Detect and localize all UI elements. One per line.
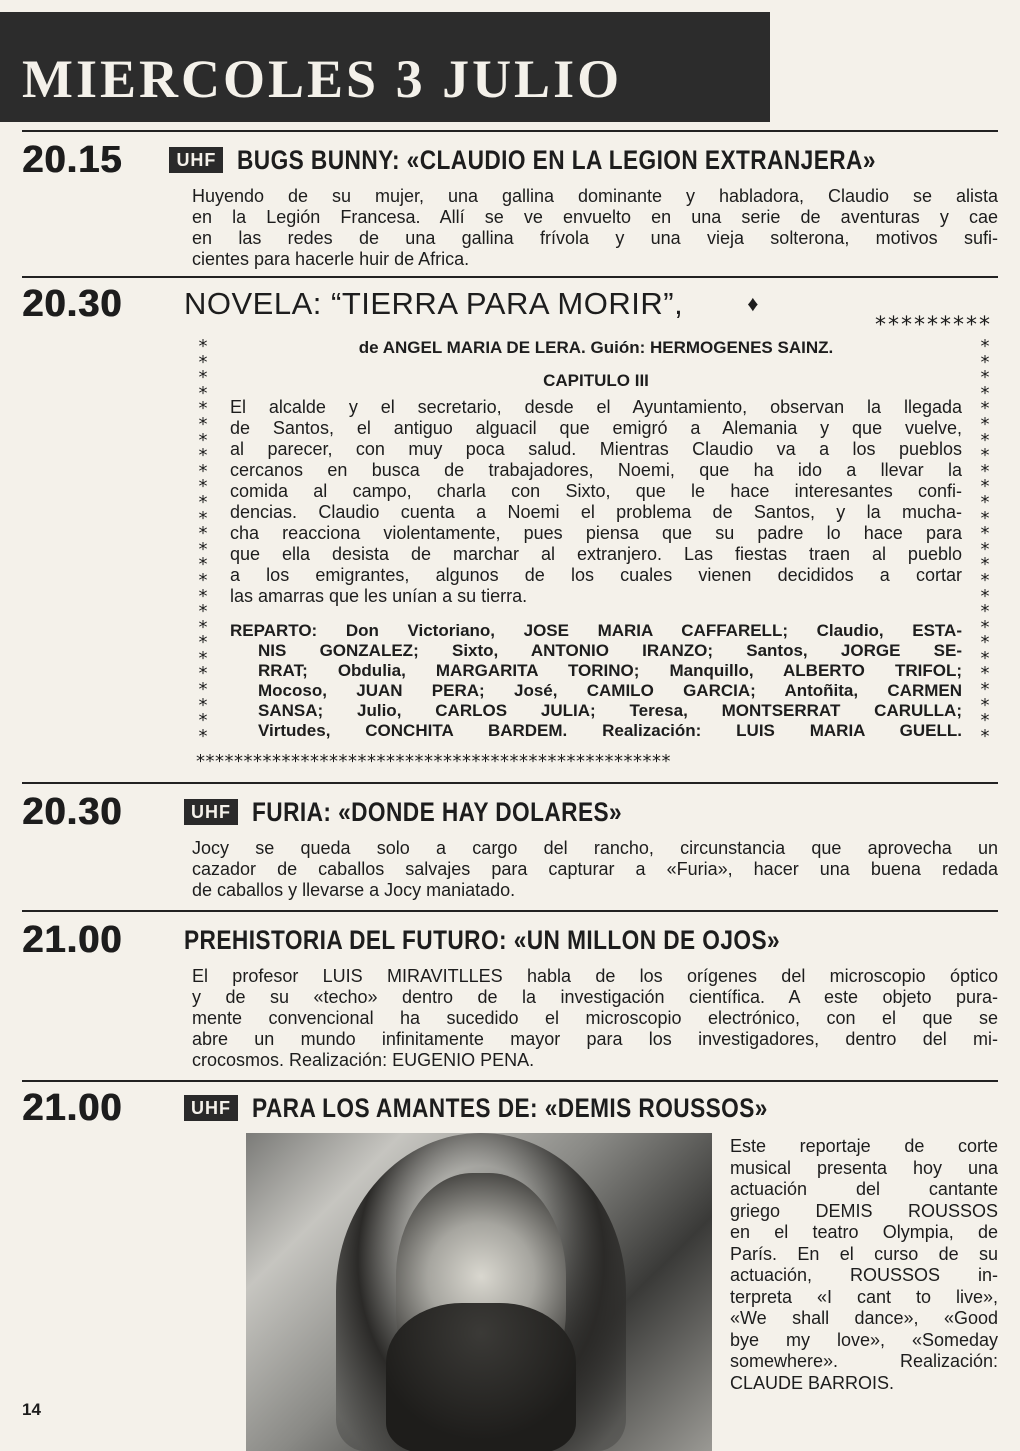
program-title: PARA LOS AMANTES DE: «DEMIS ROUSSOS» (252, 1092, 768, 1123)
program-furia (22, 790, 998, 901)
program-title: NOVELA: “TIERRA PARA MORIR”, (184, 286, 684, 321)
program-time: 20.30 (22, 790, 123, 833)
program-novela (22, 282, 998, 326)
divider (22, 130, 998, 132)
program-time: 20.15 (22, 138, 123, 181)
divider (22, 782, 998, 784)
program-description: El profesor LUIS MIRAVITLLES habla de los orígenes del microscopio óptico y de su «techo» dentro de la investigación científica. A este objeto pura- mente convencional ha sucedido el microscopio electrónico, con el que se abre un mundo infinitamente mayor para los investigadores, dentro del mi- crocosmos. Realización: EUGENIO PENA. (192, 966, 998, 1070)
uhf-badge: UHF (184, 1095, 238, 1121)
program-description: Este reportaje de corte musical presenta hoy una actuación del cantante griego DEMIS ROUSSOS en el teatro Olympia, de París. En el curso de su actuación, ROUSSOS in- terpreta «I cant to live», «We shall dance», «Good bye my love», «Someday somewhere». Realización: CLAUDE BARROIS. (730, 1136, 998, 1393)
program-prehistoria (22, 918, 998, 1071)
page-title: MIERCOLES 3 JULIO (22, 49, 623, 109)
stars-bottom: ************************************************** (196, 751, 671, 772)
program-title: PREHISTORIA DEL FUTURO: «UN MILLON DE OJOS» (184, 924, 781, 955)
demis-roussos-photo (246, 1133, 712, 1451)
program-title: BUGS BUNNY: «CLAUDIO EN LA LEGION EXTRANJERA» (237, 144, 877, 175)
uhf-badge: UHF (169, 147, 223, 173)
page-number: 14 (22, 1400, 41, 1419)
stars-top: ********* (875, 313, 992, 338)
divider (22, 1080, 998, 1082)
novela-star-box (196, 313, 992, 772)
program-time: 20.30 (22, 282, 123, 325)
novela-byline: de ANGEL MARIA DE LERA. Guión: HERMOGENES SAINZ. (358, 338, 834, 357)
stars-right: * * * * * * * * * * * * * * * * * * * * * * * * * * (980, 336, 990, 747)
divider (22, 276, 998, 278)
photo-beard (386, 1303, 576, 1451)
program-time: 21.00 (22, 1086, 123, 1129)
novela-chapter: CAPITULO III (543, 371, 649, 390)
program-title: FURIA: «DONDE HAY DOLARES» (252, 796, 623, 827)
program-demis-roussos (22, 1086, 998, 1130)
program-time: 21.00 (22, 918, 123, 961)
diamond-icon: ♦ (747, 291, 759, 316)
program-bugs-bunny (22, 138, 998, 270)
divider (22, 910, 998, 912)
novela-synopsis: El alcalde y el secretario, desde el Ayuntamiento, observan la llegada de Santos, el antiguo alguacil que emigró a Alemania y que vuelve, al parecer, con muy poca salud. Mientras Claudio va a los pueblos cercanos en busca de trabajadores, Noemi, que ha ido a llevar la comida al campo, charla con Sixto, que le hace interesantes confi- dencias. Claudio cuenta a Noemi el problema de Santos, y la mucha- cha reacciona violentamente, pues piensa que su padre lo hace para que ella desista de marchar al extranjero. Las fiestas traen al pueblo a los emigrantes, algunos de los cuales vienen decididos a cortar las amarras que les unían a su tierra. (230, 397, 962, 606)
program-description: Huyendo de su mujer, una gallina dominante y habladora, Claudio se alista en la Legión Francesa. Allí se ve envuelto en una serie de aventuras y cae en las redes de una gallina frívola y una vieja solterona, motivos sufi- cientes para hacerle huir de Africa. (192, 186, 998, 269)
program-description: Jocy se queda solo a cargo del rancho, circunstancia que aprovecha un cazador de caballos salvajes para capturar a «Furia», hacer una buena redada de caballos y llevarse a Jocy maniatado. (192, 838, 998, 900)
novela-content (230, 337, 962, 741)
novela-cast: REPARTO: Don Victoriano, JOSE MARIA CAFFARELL; Claudio, ESTA- NIS GONZALEZ; Sixto, ANTONIO IRANZO; Santos, JORGE SE- RRAT; Obdulia, MARGARITA TORINO; Manquillo, ALBERTO TRIFOL; Mocoso, JUAN PERA; José, CAMILO GARCIA; Antoñita, CARMEN SANSA; Julio, CARLOS JULIA; Teresa, MONTSERRAT CARULLA; Virtudes, CONCHITA BARDEM. Realización: LUIS MARIA GUELL. (230, 621, 962, 740)
stars-left: * * * * * * * * * * * * * * * * * * * * * * * * * * (198, 336, 208, 747)
uhf-badge: UHF (184, 799, 238, 825)
